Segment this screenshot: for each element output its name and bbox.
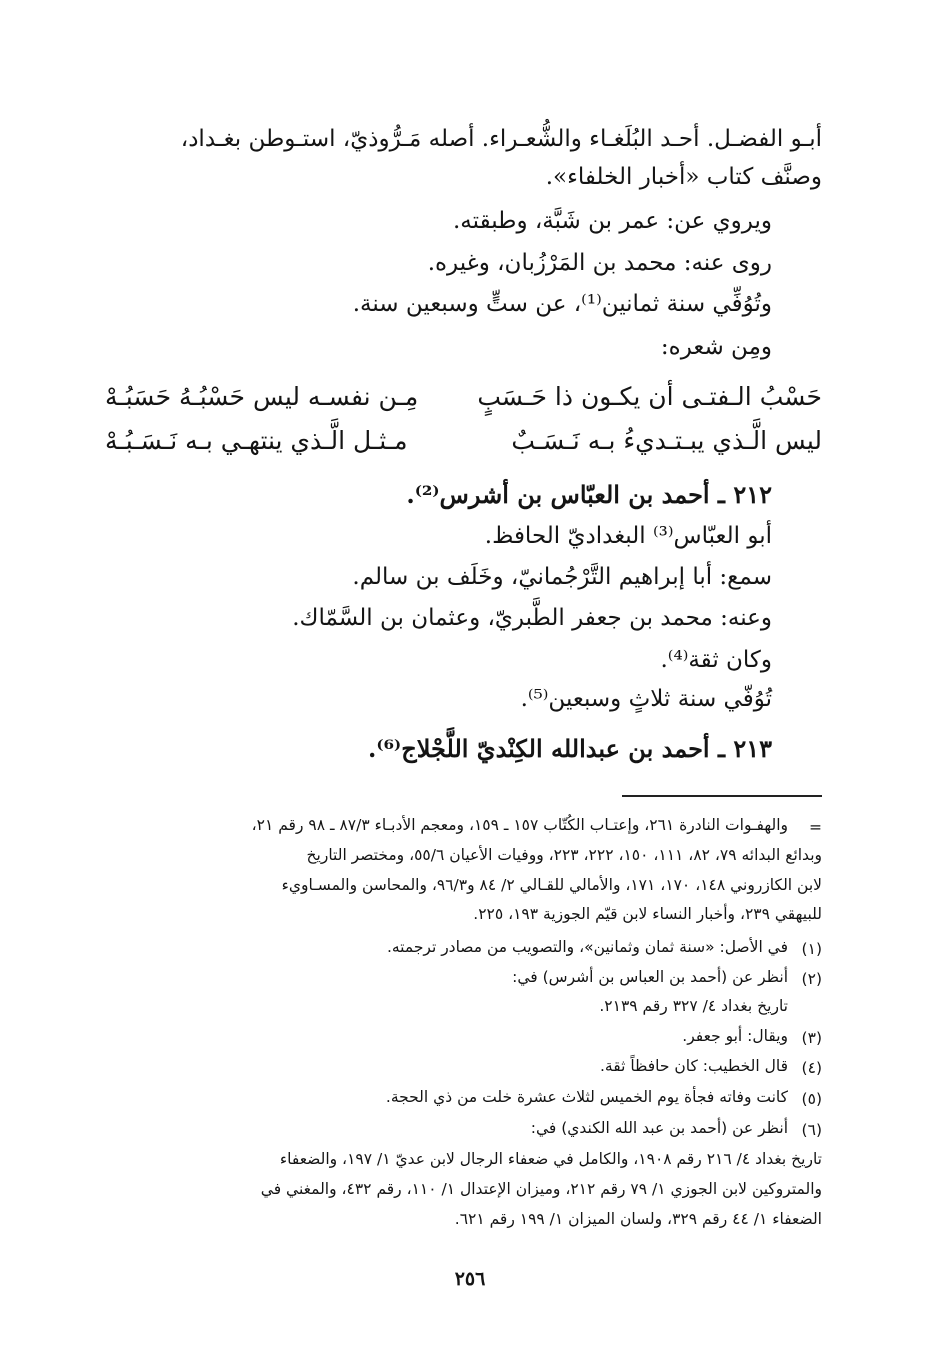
footnote-1-text: في الأصل: «سنة ثمان وثمانين»، والتصويب من مصادر ترجمته. xyxy=(386,938,788,956)
bio-line-6: ومِن شعره: xyxy=(660,334,772,360)
entry-213-heading: ٢١٣ ـ أحمد بن عبدالله الكِنْديّ اللَّجْلاج⁽⁶⁾. xyxy=(368,734,772,763)
bio-line-3: ويروي عن: عمر بن شَبَّة، وطبقته. xyxy=(452,208,772,234)
bio-line-4: روى عنه: محمد بن المَرْزُبان، وغيره. xyxy=(427,250,772,276)
footnote-6-source-line-1: تاريخ بغداد ٤/ ٢١٦ رقم ١٩٠٨، والكامل في ضعفاء الرجال لابن عديّ ١/ ١٩٧، والضعفاء xyxy=(279,1150,822,1168)
entry-212-line-4: وكان ثقة⁽⁴⁾. xyxy=(660,647,772,673)
footnote-4-number: (٤) xyxy=(801,1059,822,1077)
footnote-3-number: (٣) xyxy=(801,1029,822,1047)
bio-line-5: وتُوُفِّي سنة ثمانين⁽¹⁾، عن ستٍّ وسبعين سنة. xyxy=(352,291,772,317)
footnote-6-source-line-2: والمتروكين لابن الجوزي ١/ ٧٩ رقم ٢١٢، وميزان الإعتدال ١/ ١١٠، رقم ٤٣٢، والمغني في xyxy=(260,1180,822,1198)
footnote-cont-line-2: وبدائع البدائه ٧٩، ٨٢، ١١١، ١٥٠، ٢٢٢، ٢٢٣، ووفيات الأعيان ٥٥/٦، ومختصر التاريخ xyxy=(306,846,822,864)
verse-1-first-hemistich: حَسْبُ الـفتـى أن يكـون ذا حَـسَبٍ xyxy=(477,382,822,411)
footnote-4-text: قال الخطيب: كان حافظاً ثقة. xyxy=(600,1057,788,1075)
footnote-2-source: تاريخ بغداد ٤/ ٣٢٧ رقم ٢١٣٩. xyxy=(599,997,788,1015)
verse-2-second-hemistich: مـثـل الَّـذي ينتهـي بـه نَـسَـبُـهْ xyxy=(105,426,408,455)
footnote-cont-line-4: للبيهقي ٢٣٩، وأخبار النساء لابن قيّم الجوزية ١٩٣، ٢٢٥. xyxy=(473,905,822,923)
footnote-separator xyxy=(622,795,822,797)
entry-212-line-2: سمع: أبا إبراهيم التَّرْجُمانيّ، وخَلَف بن سالم. xyxy=(352,564,772,590)
page-number: ٢٥٦ xyxy=(454,1268,486,1290)
footnote-2-text: أنظر عن (أحمد بن العباس بن أشرس) في: xyxy=(512,968,788,986)
footnote-cont-line-1: والهفـوات النادرة ٢٦١، وإعتـاب الكُتّاب ١٥٧ ـ ١٥٩، ومعجم الأدبـاء ٨٧/٣ ـ ٩٨ رقم ٢١، xyxy=(251,816,788,834)
footnote-cont-line-3: لابن الكازروني ١٤٨، ١٧٠، ١٧١، والأمالي للقـالي ٢/ ٨٤ و٩٦/٣، والمحاسن والمسـاويء xyxy=(281,876,822,894)
footnote-3-text: ويقال: أبو جعفر. xyxy=(682,1027,788,1045)
verse-1-second-hemistich: مِـن نفسـه ليس حَسْبُـهُ حَسَبُـهْ xyxy=(105,382,419,411)
verse-2-first-hemistich: ليس الَّـذي يبـتـديءُ بـه نَـسَـبٌ xyxy=(511,426,822,455)
footnote-6-number: (٦) xyxy=(801,1121,822,1139)
footnote-5-text: كانت وفاته فجأة يوم الخميس لثلاث عشرة خلت من ذي الحجة. xyxy=(385,1088,788,1106)
bio-line-1: أبـو الفضـل. أحـد البُلَغـاء والشُّعـراء. أصله مَـرُّوذيّ، استـوطن بغـداد، xyxy=(180,126,822,152)
footnote-5-number: (٥) xyxy=(801,1090,822,1108)
continuation-marker: = xyxy=(809,818,822,836)
footnote-1-number: (١) xyxy=(801,940,822,958)
footnote-2-number: (٢) xyxy=(801,970,822,988)
entry-212-heading: ٢١٢ ـ أحمد بن العبّاس بن أشرس⁽²⁾. xyxy=(406,480,772,509)
entry-212-line-1: أبو العبّاس⁽³⁾ البغداديّ الحافظ. xyxy=(484,523,772,549)
footnote-6-text: أنظر عن (أحمد بن عبد الله الكندي) في: xyxy=(530,1119,788,1137)
entry-212-line-5: تُوُفّي سنة ثلاثٍ وسبعين⁽⁵⁾. xyxy=(520,686,772,712)
bio-line-2: وصنَّف كتاب «أخبار الخلفاء». xyxy=(545,164,822,190)
entry-212-line-3: وعنه: محمد بن جعفر الطَّبريّ، وعثمان بن السَّمّاك. xyxy=(292,605,772,631)
footnote-6-source-line-3: الضعفاء ١/ ٤٤ رقم ٣٢٩، ولسان الميزان ١/ ١٩٩ رقم ٦٢١. xyxy=(454,1210,822,1228)
